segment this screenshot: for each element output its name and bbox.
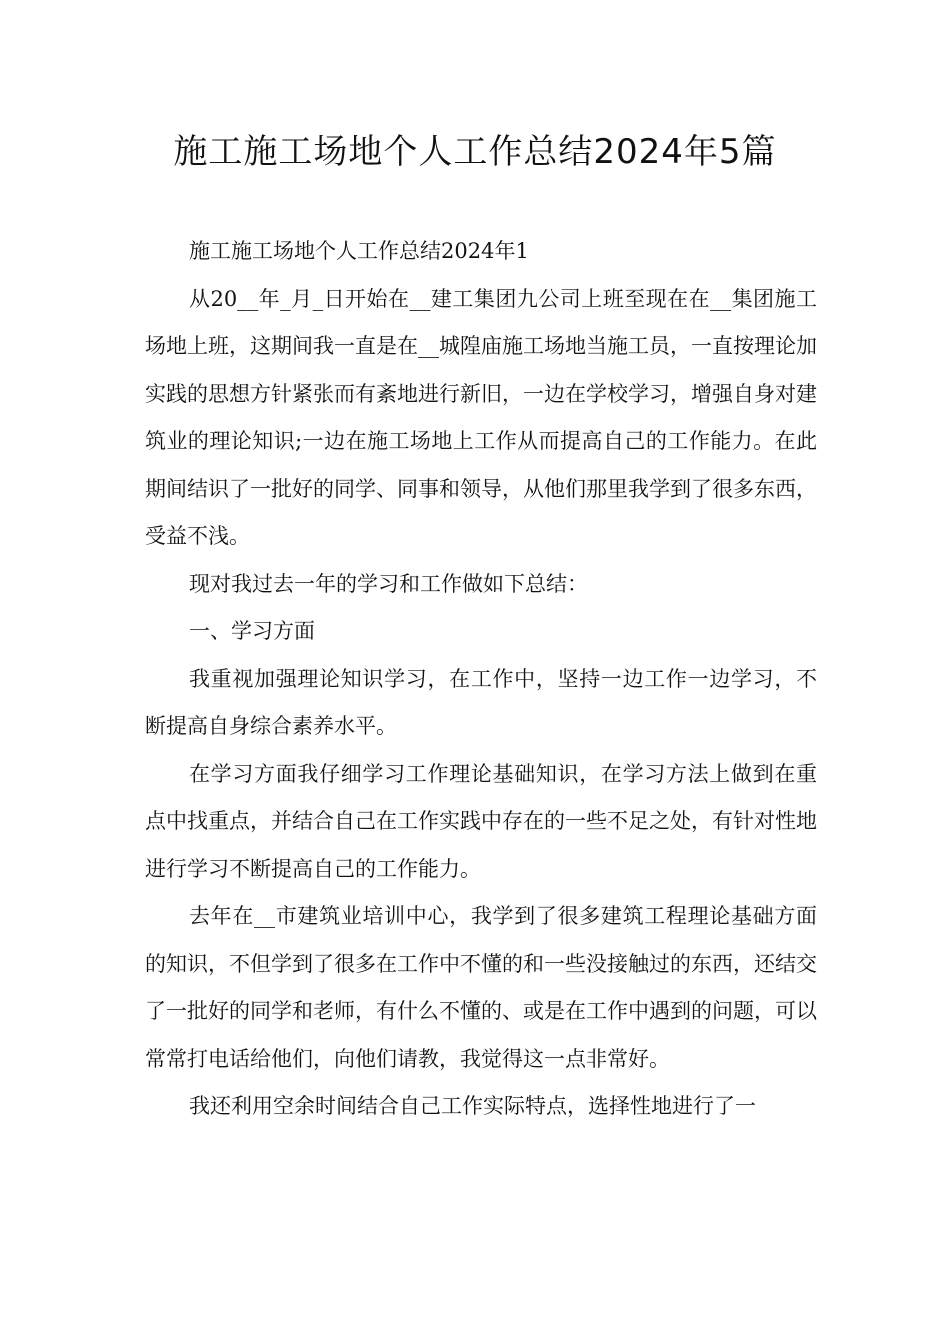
paragraph: 施工施工场地个人工作总结2024年1: [189, 239, 529, 263]
section-heading: 一、学习方面: [189, 619, 315, 643]
paragraph: 我还利用空余时间结合自己工作实际特点，选择性地进行了一: [189, 1094, 756, 1118]
paragraph: 现对我过去一年的学习和工作做如下总结：: [189, 571, 588, 596]
document-body: [145, 228, 817, 1131]
paragraph: 从20__年_月_日开始在__建工集团九公司上班至现在在__集团施工场地上班，这期间我一直是在__城隍庙施工场地当施工员，一直按理论加实践的思想方针紧张而有紊地进行新旧，一边在学校学习，增强自身对建筑业的理论知识;一边在施工场地上工作从而提高自己的工作能力。在此期间结识了一批好的同学、同事和领导，从他们那里我学到了很多东西，受益不浅。: [145, 286, 817, 548]
paragraph: 去年在__市建筑业培训中心，我学到了很多建筑工程理论基础方面的知识，不但学到了很多在工作中不懂的和一些没接触过的东西，还结交了一批好的同学和老师，有什么不懂的、或是在工作中遇到的问题，可以常常打电话给他们，向他们请教，我觉得这一点非常好。: [145, 904, 817, 1071]
paragraph: 在学习方面我仔细学习工作理论基础知识，在学习方法上做到在重点中找重点，并结合自己在工作实践中存在的一些不足之处，有针对性地进行学习不断提高自己的工作能力。: [145, 761, 817, 881]
document-title: 施工施工场地个人工作总结2024年5篇: [173, 132, 777, 172]
paragraph: 我重视加强理论知识学习，在工作中，坚持一边工作一边学习，不断提高自身综合素养水平。: [145, 666, 817, 738]
